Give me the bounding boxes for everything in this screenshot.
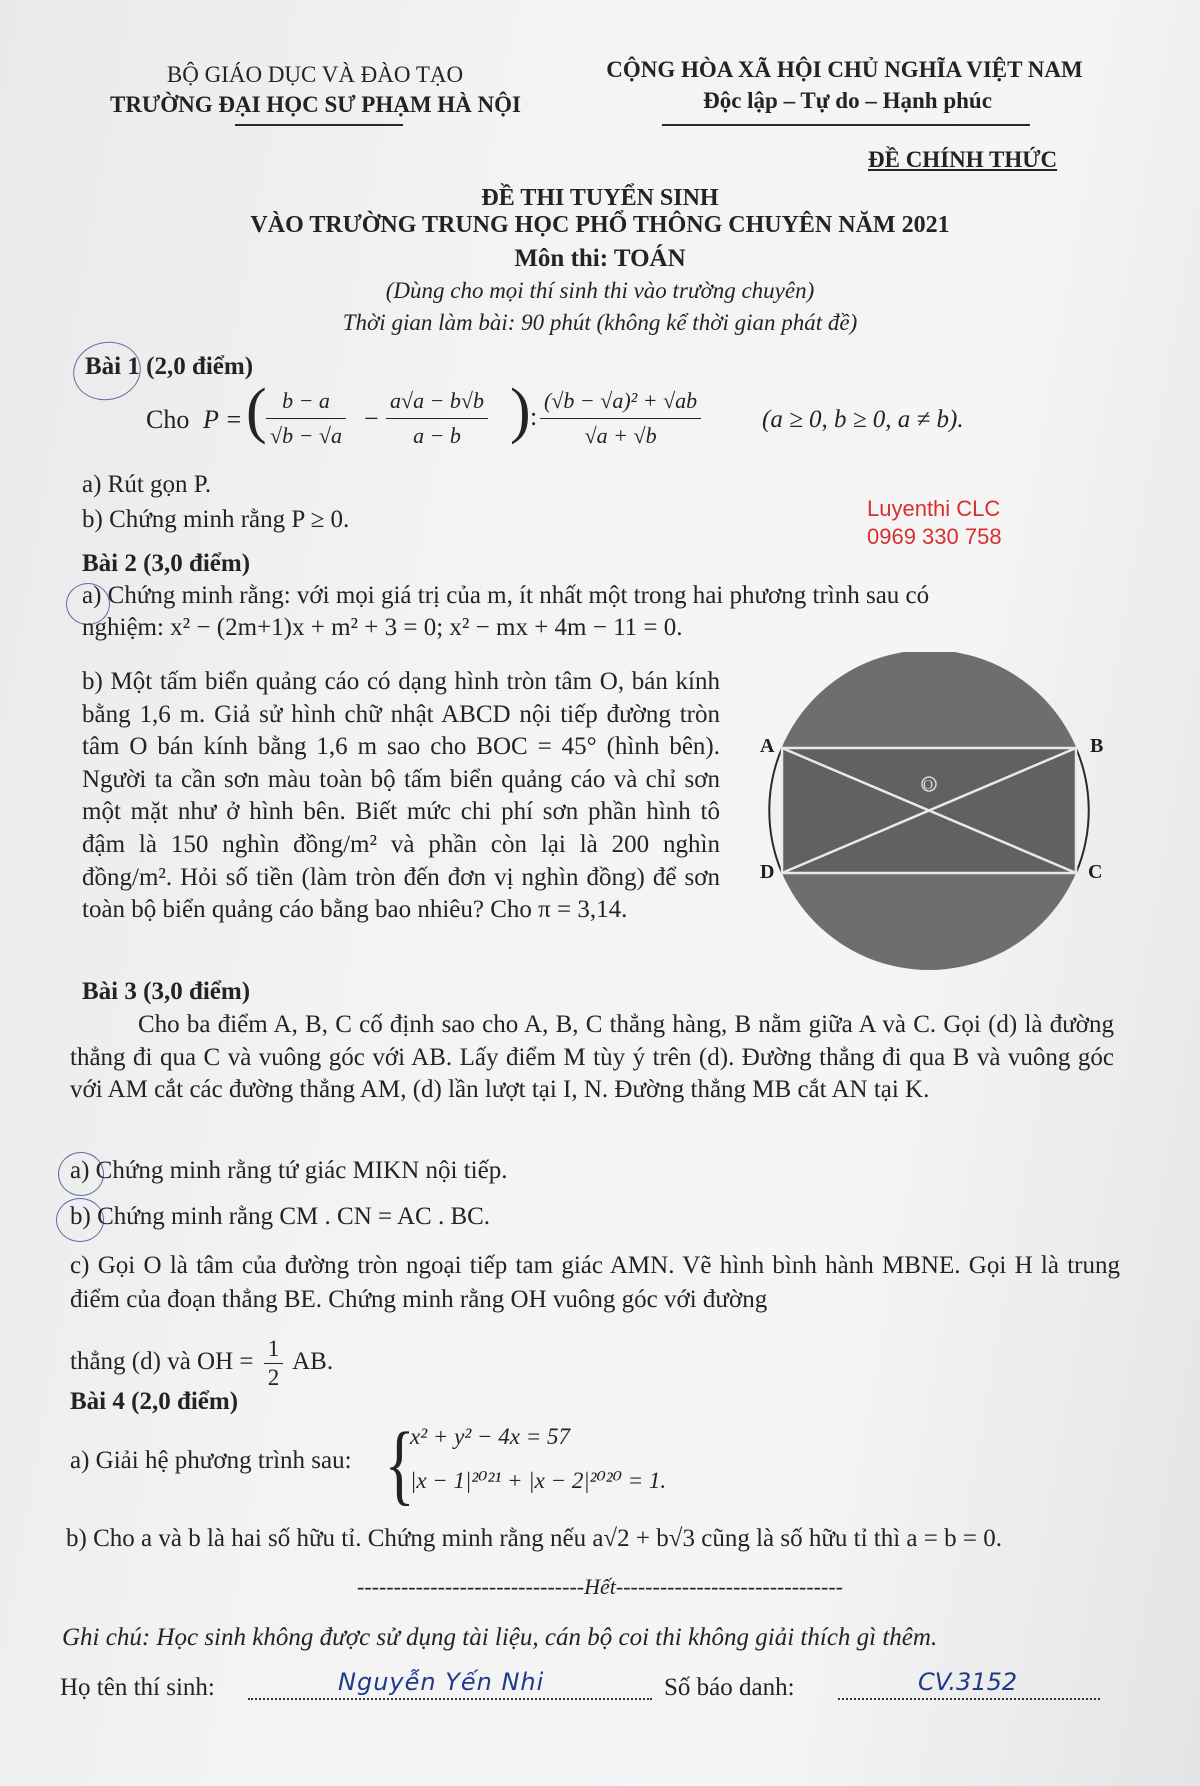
bai1-part-b: b) Chứng minh rằng P ≥ 0.	[82, 506, 350, 533]
bai3-part-b: b) Chứng minh rằng CM . CN = AC . BC.	[70, 1203, 491, 1230]
fraction-3-den: √a + √b	[584, 423, 657, 448]
ministry-name: BỘ GIÁO DỤC VÀ ĐÀO TẠO	[166, 62, 464, 87]
bai1-part-a: a) Rút gọn P.	[82, 471, 212, 498]
fraction-half	[264, 1335, 284, 1392]
exam-title: ĐỀ THI TUYỂN SINH	[481, 185, 719, 211]
candidate-name-label: Họ tên thí sinh:	[60, 1674, 215, 1701]
watermark-phone: 0969 330 758	[867, 524, 1002, 549]
bai2-a-line1: a) Chứng minh rằng: với mọi giá trị của m, ít nhất một trong hai phương trình sau có	[82, 582, 930, 609]
bai4-part-b: b) Cho a và b là hai số hữu tỉ. Chứng minh rằng nếu a√2 + b√3 cũng là số hữu tỉ thì a = b = 0.	[66, 1525, 1002, 1552]
paren-open: (	[246, 377, 267, 445]
bai2-a-line2: nghiệm: x² − (2m+1)x + m² + 3 = 0; x² − mx + 4m − 11 = 0.	[82, 614, 683, 641]
circle-rectangle-figure	[752, 652, 1112, 972]
republic-name: CỘNG HÒA XÃ HỘI CHỦ NGHĨA VIỆT NAM	[606, 57, 1083, 82]
fraction-half-den: 2	[267, 1365, 280, 1390]
center-o-label: O	[923, 778, 934, 793]
bai3-part-a: a) Chứng minh rằng tứ giác MIKN nội tiếp.	[70, 1157, 508, 1184]
fraction-1-num: b − a	[266, 384, 346, 419]
vertex-b: B	[1090, 735, 1104, 757]
watermark-name: Luyenthi CLC	[867, 496, 1001, 521]
equation-1: x² + y² − 4x = 57	[410, 1424, 570, 1449]
bai1-heading: Bài 1 (2,0 điểm)	[85, 353, 254, 380]
bai2-part-a	[82, 580, 1112, 644]
paren-close: )	[510, 377, 531, 445]
fraction-3	[540, 384, 701, 453]
bai3-intro: Cho ba điểm A, B, C cố định sao cho A, B, C thẳng hàng, B nằm giữa A và C. Gọi (d) là đường thẳng đi qua C và vuông góc với AB. Lấy điểm M tùy ý trên (d). Đường thẳng đi qua B và vuông góc với AM cắt các đường thẳng AM, (d) lần lượt tại I, N. Đường thẳng MB cắt AN tại K.	[70, 1011, 1114, 1103]
p-label: P =	[203, 405, 243, 434]
bai1-cho: Cho	[146, 405, 190, 434]
exam-note: (Dùng cho mọi thí sinh thi vào trường chuyên)	[385, 278, 815, 303]
minus-sign: −	[364, 404, 379, 433]
university-name: TRƯỜNG ĐẠI HỌC SƯ PHẠM HÀ NỘI	[109, 92, 521, 117]
candidate-number-label: Số báo danh:	[664, 1674, 795, 1701]
bai2-heading: Bài 2 (3,0 điểm)	[82, 550, 251, 577]
end-marker: -------------------------------Hết-------------------------------	[357, 1574, 843, 1599]
bai3-c-pre: thẳng (d) và OH =	[70, 1348, 254, 1376]
footer-note: Ghi chú: Học sinh không được sử dụng tài liệu, cán bộ coi thi không giải thích gì thêm.	[62, 1624, 938, 1651]
fraction-1-den: √b − √a	[270, 423, 342, 448]
bai1-condition: (a ≥ 0, b ≥ 0, a ≠ b).	[762, 406, 964, 433]
bai4-heading: Bài 4 (2,0 điểm)	[70, 1388, 239, 1415]
fraction-1	[266, 384, 346, 453]
candidate-name-line	[248, 1698, 652, 1700]
system-brace: {	[384, 1415, 415, 1514]
national-motto: Độc lập – Tự do – Hạnh phúc	[703, 88, 992, 113]
bai2-part-b: b) Một tấm biển quảng cáo có dạng hình tròn tâm O, bán kính bằng 1,6 m. Giả sử hình chữ nhật ABCD nội tiếp đường tròn tâm O bán kính bằng 1,6 m sao cho BOC = 45° (hình bên). Người ta cần sơn màu toàn bộ tấm biển quảng cáo và chỉ sơn một mặt như ở hình bên. Biết mức chi phí sơn phần hình tô đậm là 150 nghìn đồng/m² và phần còn lại là 200 nghìn đồng/m². Hỏi số tiền (làm tròn đến đơn vị nghìn đồng) để sơn toàn bộ biển quảng cáo bằng bao nhiêu? Cho π = 3,14.	[82, 668, 720, 924]
header-right-rule	[662, 124, 1030, 126]
colon-sign: :	[530, 402, 538, 431]
fraction-2-num: a√a − b√b	[386, 384, 488, 419]
official-stamp: ĐỀ CHÍNH THỨC	[868, 147, 1058, 172]
header-left-rule	[235, 124, 403, 126]
candidate-name-handwritten: Nguyễn Yến Nhi	[338, 1668, 545, 1696]
bai3-heading: Bài 3 (3,0 điểm)	[82, 978, 251, 1005]
bai3-c-post: AB.	[292, 1348, 334, 1376]
fraction-2	[386, 384, 488, 453]
equation-2: |x − 1|²⁰²¹ + |x − 2|²⁰²⁰ = 1.	[410, 1468, 667, 1493]
vertex-c: C	[1088, 861, 1103, 883]
bai3-part-c: c) Gọi O là tâm của đường tròn ngoại tiếp tam giác AMN. Vẽ hình bình hành MBNE. Gọi H là trung điểm của đoạn thẳng BE. Chứng minh rằng OH vuông góc với đường	[70, 1252, 1120, 1313]
exam-duration: Thời gian làm bài: 90 phút (không kể thời gian phát đề)	[342, 310, 858, 335]
fraction-2-den: a − b	[413, 423, 461, 448]
subject: Môn thi: TOÁN	[514, 245, 686, 272]
candidate-number-line	[838, 1698, 1100, 1700]
vertex-a: A	[760, 735, 775, 757]
bai3-part-c-end	[70, 1335, 333, 1392]
exam-title-line2: VÀO TRƯỜNG TRUNG HỌC PHỔ THÔNG CHUYÊN NĂM 2021	[250, 212, 950, 238]
candidate-number-handwritten: CV.3152	[918, 1668, 1018, 1696]
fraction-3-num: (√b − √a)² + √ab	[540, 384, 701, 419]
bai4-part-a-label: a) Giải hệ phương trình sau:	[70, 1447, 352, 1474]
fraction-half-num: 1	[264, 1335, 284, 1364]
vertex-d: D	[760, 861, 775, 883]
